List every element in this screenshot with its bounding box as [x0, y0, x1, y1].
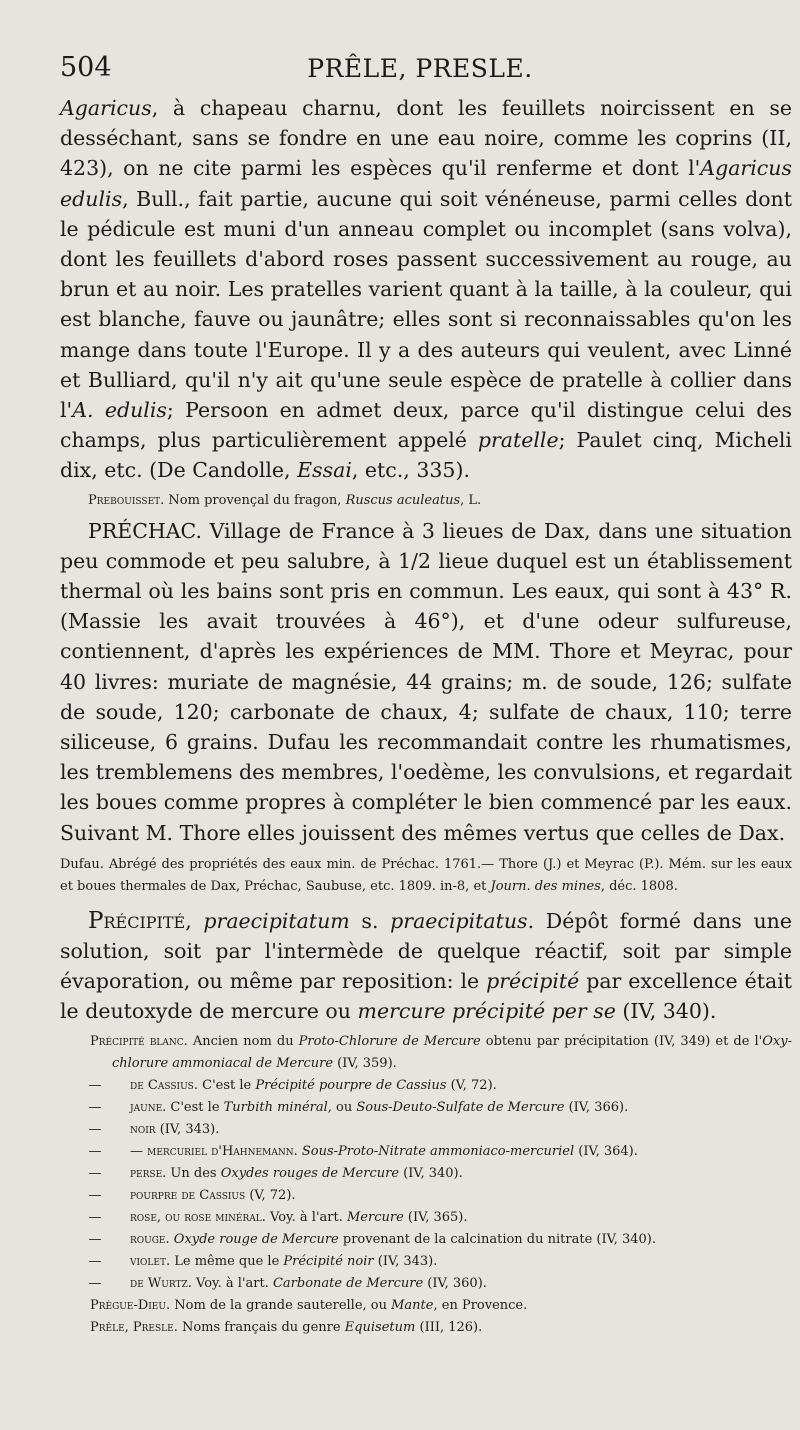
dash: — [88, 1187, 102, 1203]
entry-term: PRÉCHAC. [88, 518, 203, 543]
entry-prebouisset: Prebouisset. Nom provençal du fragon, Ruscus aculeatus, L. [88, 492, 482, 508]
page-number: 504 [60, 52, 112, 83]
nested-dash: — [130, 1143, 143, 1159]
entry-term: mercuriel d'Hahnemann. [147, 1143, 298, 1159]
dash: — [88, 1165, 102, 1181]
running-title: PRÊLE, PRESLE. [307, 54, 533, 83]
entry-term: noir [130, 1121, 156, 1137]
entry-precipite: Précipité, praecipitatum s. praecipitatus. Dépôt formé dans une solution, soit par l'intermède de quelque réactif, soit par simple évaporation, ou même par reposition: le précipité par excellence était le deutoxyde de mercure ou mercure précipité per se (IV, 340). [60, 907, 792, 1024]
subentry-perse: — perse. Un des Oxydes rouges de Mercure (IV, 340). [60, 1163, 792, 1185]
subentry-noir: — noir (IV, 343). [60, 1119, 792, 1141]
entry-term: de Wurtz. [130, 1275, 192, 1291]
entry-prechac: PRÉCHAC. Village de France à 3 lieues de Dax, dans une situation peu commode et peu salubre, à 1/2 lieue duquel est un établissement thermal où les bains sont pris en commun. Les eaux, qui sont à 43° R. (Massie les avait trouvées à 46°), et d'une odeur sulfureuse, contiennent, d'après les expériences de MM. Thore et Meyrac, pour 40 livres: muriate de magnésie, 44 grains; m. de soude, 126; sulfate de soude, 120; carbonate de chaux, 4; sulfate de chaux, 110; terre siliceuse, 6 grains. Dufau les recommandait contre les rhumatismes, les tremblemens des membres, l'oedème, les convulsions, et regardait les boues comme propres à compléter le bien commencé par les eaux. Suivant M. Thore elles jouissent des mêmes vertus que celles de Dax. [60, 518, 792, 845]
entry-pregue-dieu: Prègue-Dieu. Nom de la grande sauterelle, ou Mante, en Provence. [90, 1297, 528, 1313]
dash: — [88, 1121, 102, 1137]
dash: — [88, 1275, 102, 1291]
entry-term: Prebouisset. [88, 492, 165, 508]
dash: — [88, 1209, 102, 1225]
entry-term: Prêle, Presle. [90, 1319, 178, 1335]
subentry-pourpre: — pourpre de Cassius (V, 72). [60, 1185, 792, 1207]
entry-precipite-blanc: Précipité blanc. Ancien nom du Proto-Chlorure de Mercure obtenu par précipitation (IV, 349) et de l'Oxy-chlorure ammoniacal de Mercure (IV, 359). [90, 1033, 792, 1071]
page-header [60, 52, 780, 92]
subentry-mercuriel: — — mercuriel d'Hahnemann. Sous-Proto-Nitrate ammoniaco-mercuriel (IV, 364). [60, 1141, 792, 1163]
entry-term: perse. [130, 1165, 167, 1181]
dash: — [88, 1231, 102, 1247]
dash: — [88, 1143, 102, 1159]
paragraph-agaricus: Agaricus, à chapeau charnu, dont les feuillets noircissent en se desséchant, sans se fondre en une eau noire, comme les coprins (II, 423), on ne cite parmi les espèces qu'il renferme et dont l'Agaricus edulis, Bull., fait partie, aucune qui soit vénéneuse, parmi celles dont le pédicule est muni d'un anneau complet ou incomplet (sans volva), dont les feuillets d'abord roses passent successivement au rouge, au brun et au noir. Les pratelles varient quant à la taille, à la couleur, qui est blanche, fauve ou jaunâtre; elles sont si reconnaissables qu'on les mange dans toute l'Europe. Il y a des auteurs qui veulent, avec Linné et Bulliard, qu'il n'y ait qu'une seule espèce de pratelle à collier dans l'A. edulis; Persoon en admet deux, parce qu'il distingue celui des champs, plus particulièrement appelé pratelle; Paulet cinq, Micheli dix, etc. (De Candolle, Essai, etc., 335). [60, 96, 792, 483]
subentry-cassius: — de Cassius. C'est le Précipité pourpre de Cassius (V, 72). [60, 1075, 792, 1097]
dash: — [88, 1253, 102, 1269]
subentry-rouge: — rouge. Oxyde rouge de Mercure provenant de la calcination du nitrate (IV, 340). [60, 1229, 792, 1251]
subentry-jaune: — jaune. C'est le Turbith minéral, ou Sous-Deuto-Sulfate de Mercure (IV, 366). [60, 1097, 792, 1119]
subentry-violet: — violet. Le même que le Précipité noir (IV, 343). [60, 1251, 792, 1273]
entry-term: Précipité [88, 907, 186, 934]
subentry-rose: — rose, ou rose minéral. Voy. à l'art. Mercure (IV, 365). [60, 1207, 792, 1229]
entry-prele: Prêle, Presle. Noms français du genre Equisetum (III, 126). [90, 1319, 483, 1335]
dash: — [88, 1077, 102, 1093]
dash: — [88, 1099, 102, 1115]
entry-term: jaune. [130, 1099, 167, 1115]
entry-term: de Cassius. [130, 1077, 198, 1093]
page-body [60, 93, 792, 1339]
entry-term: rose, ou rose minéral. [130, 1209, 266, 1225]
entry-term: violet. [130, 1253, 171, 1269]
entry-term: Précipité blanc. [90, 1033, 188, 1049]
prechac-references: Dufau. Abrégé des propriétés des eaux min. de Préchac. 1761.— Thore (J.) et Meyrac (P.). Mém. sur les eaux et boues thermales de Dax, Préchac, Saubuse, etc. 1809. in-8, et Journ. des mines, déc. 1808. [60, 856, 792, 894]
subentry-wurtz: — de Wurtz. Voy. à l'art. Carbonate de Mercure (IV, 360). [60, 1273, 792, 1295]
entry-term: rouge. [130, 1231, 170, 1247]
entry-term: Prègue-Dieu. [90, 1297, 171, 1313]
entry-term: pourpre de Cassius [130, 1187, 246, 1203]
